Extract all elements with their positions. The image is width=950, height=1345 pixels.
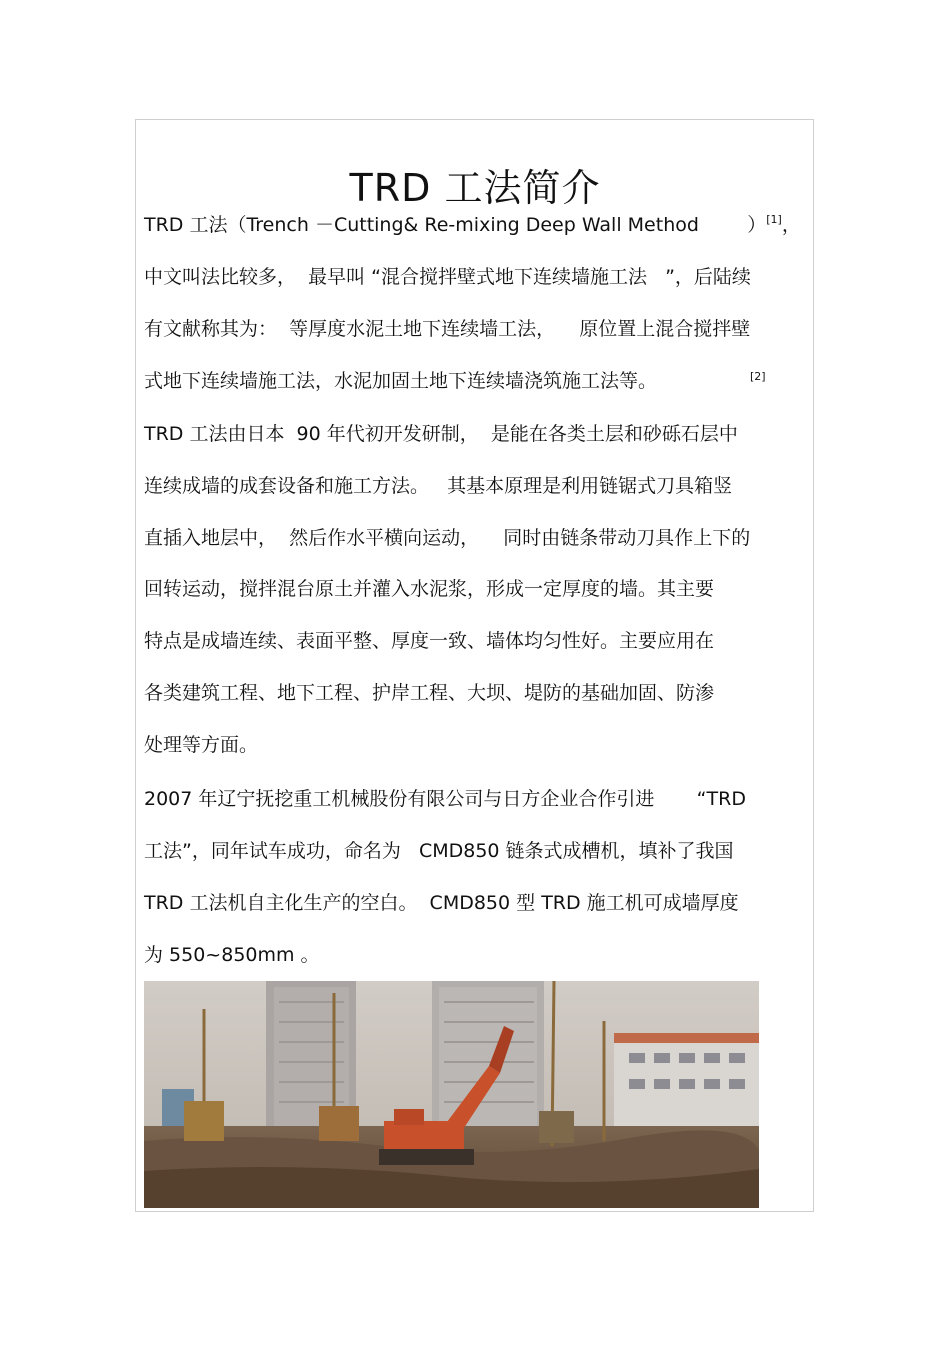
paragraph1-line4-text: 式地下连续墙施工法，水泥加固土地下连续墙浇筑施工法等。 — [144, 370, 658, 392]
paragraph3-line: TRD 工法机自主化生产的空白。 CMD850 型 TRD 施工机可成墙厚度 — [144, 892, 739, 914]
paragraph2-line: 直插入地层中， 然后作水平横向运动， 同时由链条带动刀具作上下的 — [144, 527, 751, 549]
paragraph1-line1 — [144, 212, 801, 241]
citation-2[interactable]: [2] — [750, 370, 766, 383]
paragraph2-line: 回转运动，搅拌混台原土并灌入水泥浆，形成一定厚度的墙。其主要 — [144, 578, 715, 600]
paragraph1-line1-end: ， — [781, 214, 801, 236]
paragraph3-line: 2007 年辽宁抚挖重工机械股份有限公司与日方企业合作引进 “TRD — [144, 788, 746, 810]
paragraph2-line: 处理等方面。 — [144, 734, 259, 756]
paragraph2-line: TRD 工法由日本 90 年代初开发研制， 是能在各类土层和砂砾石层中 — [144, 423, 738, 445]
paragraph3-line: 工法”，同年试车成功，命名为 CMD850 链条式成槽机，填补了我国 — [144, 840, 734, 862]
document-title: TRD 工法简介 — [349, 166, 601, 211]
photo-illustration — [144, 981, 759, 1208]
paragraph3-line: 为 550~850mm 。 — [144, 944, 320, 966]
paragraph1-line4 — [144, 368, 766, 394]
paragraph1-line3: 有文献称其为： 等厚度水泥土地下连续墙工法， 原位置上混合搅拌壁 — [144, 318, 751, 340]
paragraph2-line: 各类建筑工程、地下工程、护岸工程、大坝、堤防的基础加固、防渗 — [144, 682, 715, 704]
citation-1[interactable]: [1] — [766, 213, 782, 226]
paragraph1-line1-text: TRD 工法（Trench －Cutting& Re-mixing Deep Wall Method ） — [144, 214, 767, 236]
paragraph2-line: 连续成墙的成套设备和施工方法。 其基本原理是利用链锯式刀具箱竖 — [144, 475, 733, 497]
construction-site-photo — [144, 981, 759, 1208]
paragraph1-line2: 中文叫法比较多， 最早叫 “混合搅拌壁式地下连续墙施工法 ”，后陆续 — [144, 266, 751, 288]
paragraph2-line: 特点是成墙连续、表面平整、厚度一致、墙体均匀性好。主要应用在 — [144, 630, 715, 652]
